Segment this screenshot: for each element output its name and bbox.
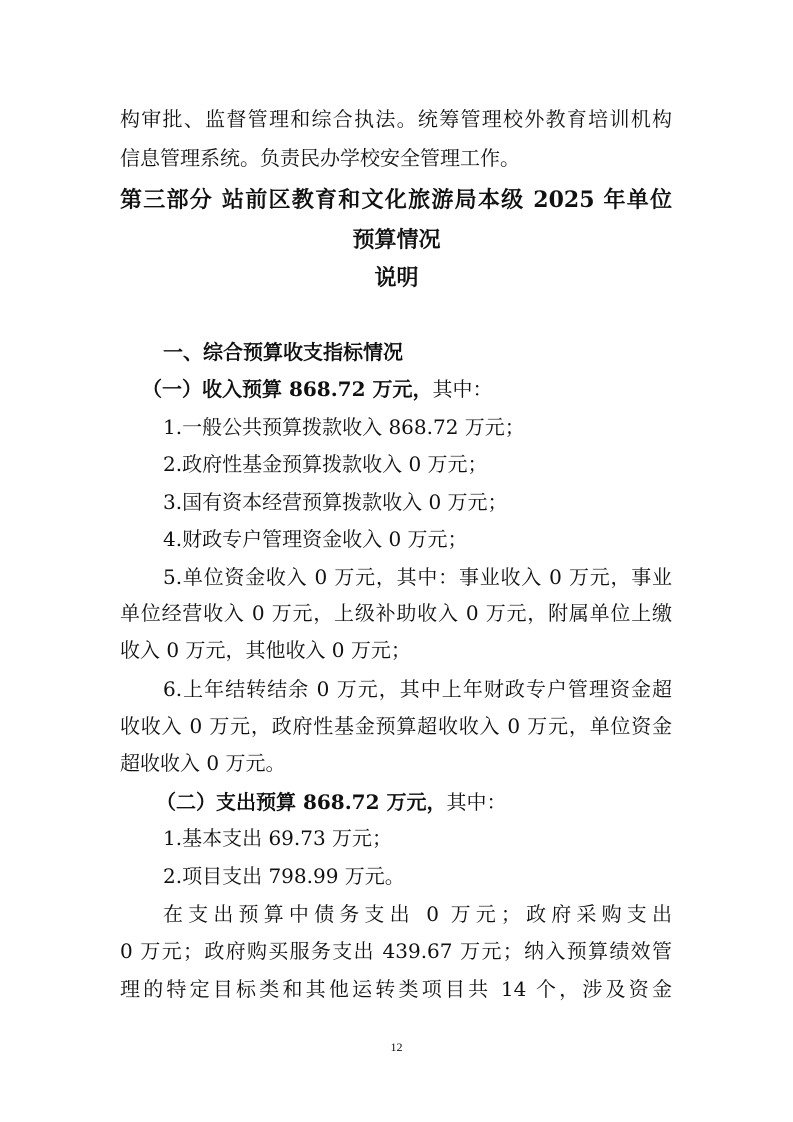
expenditure-note-line-1: 在支出预算中债务支出 0 万元；政府采购支出: [163, 902, 672, 926]
expenditure-title-bold: （二）支出预算 868.72 万元，: [156, 790, 447, 814]
carryover-line-3: 超收收入 0 万元。: [120, 751, 286, 775]
continuation-line-1: 构审批、监督管理和综合执法。统筹管理校外教育培训机构: [120, 107, 672, 131]
expenditure-item: 2.项目支出 798.99 万元。: [163, 864, 405, 888]
expenditure-note-line-2: 0 万元；政府购买服务支出 439.67 万元；纳入预算绩效管: [120, 939, 672, 963]
income-item: 4.财政专户管理资金收入 0 万元；: [163, 527, 468, 551]
part-heading-line-2: 预算情况: [352, 227, 441, 253]
section-heading: 一、综合预算收支指标情况: [163, 340, 403, 364]
unit-funds-line-1: 5.单位资金收入 0 万元，其中：事业收入 0 万元，事业: [163, 565, 672, 589]
income-title-bold: （一）收入预算 868.72 万元，: [142, 377, 433, 401]
part-heading-line-1: 第三部分 站前区教育和文化旅游局本级 2025 年单位: [120, 187, 672, 213]
page-number: 12: [390, 1040, 403, 1054]
part-heading-line-3: 说明: [374, 265, 419, 291]
income-item: 2.政府性基金预算拨款收入 0 万元；: [163, 452, 488, 476]
expenditure-note-line-3: 理的特定目标类和其他运转类项目共 14 个，涉及资金: [120, 977, 672, 1001]
continuation-line-2: 信息管理系统。负责民办学校安全管理工作。: [120, 146, 520, 170]
expenditure-title-rest: 其中：: [446, 790, 507, 814]
income-title-rest: 其中：: [432, 377, 493, 401]
carryover-line-2: 收收入 0 万元，政府性基金预算超收收入 0 万元，单位资金: [120, 714, 672, 738]
income-title: [142, 376, 492, 402]
expenditure-title: [156, 789, 506, 815]
income-item: 1.一般公共预算拨款收入 868.72 万元；: [163, 415, 525, 439]
carryover-line-1: 6.上年结转结余 0 万元，其中上年财政专户管理资金超: [163, 677, 672, 701]
unit-funds-line-2: 单位经营收入 0 万元，上级补助收入 0 万元，附属单位上缴: [120, 601, 672, 625]
expenditure-item: 1.基本支出 69.73 万元；: [163, 826, 393, 850]
income-item: 3.国有资本经营预算拨款收入 0 万元；: [163, 490, 508, 514]
unit-funds-line-3: 收入 0 万元，其他收入 0 万元；: [120, 638, 411, 662]
